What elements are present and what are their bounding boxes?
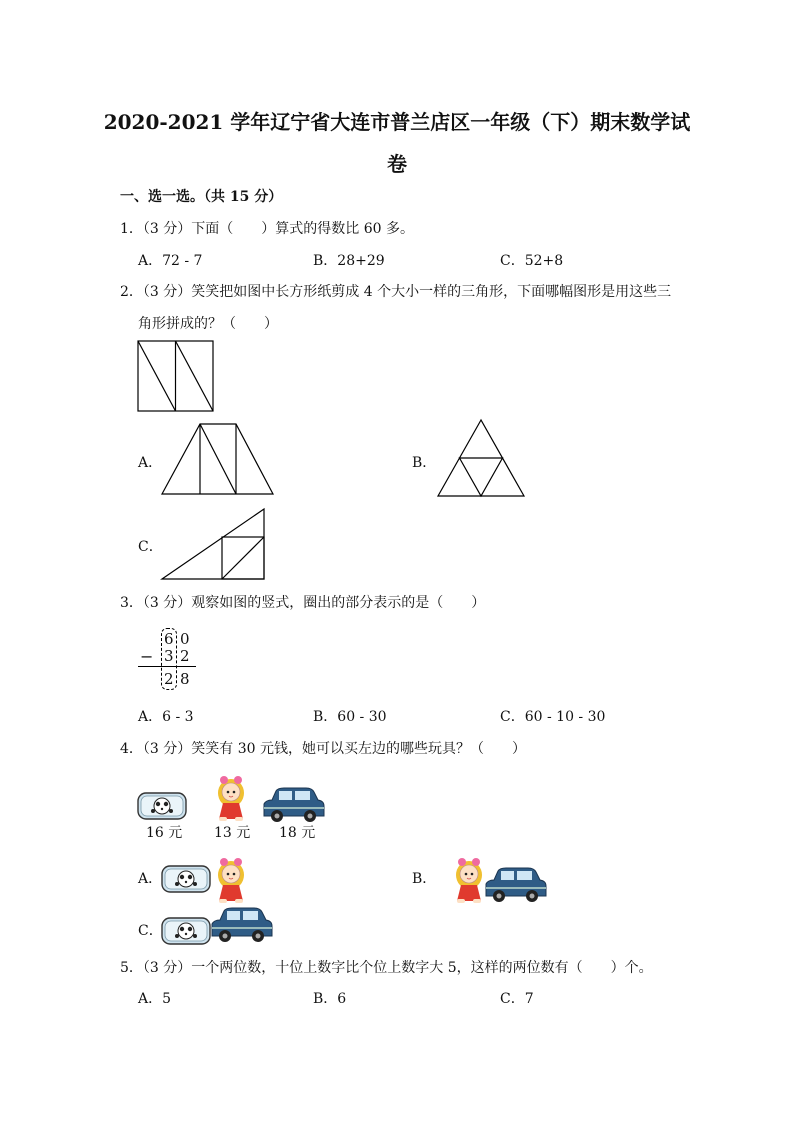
option-a-doll-image (218, 858, 244, 903)
digit-tens-1: 6 (164, 630, 174, 648)
price-pencil-case: 16 元 (146, 825, 183, 841)
q3-option-a[interactable]: A．6 - 3 (138, 709, 194, 725)
q4-option-b-label[interactable]: B． (412, 871, 437, 887)
q5-option-b[interactable]: B．6 (313, 991, 347, 1007)
page-title-line1: 2020-2021 学年辽宁省大连市普兰店区一年级（下）期末数学试 (103, 110, 691, 134)
pencil-case-image (138, 793, 186, 819)
digit-ones-2: 2 (180, 647, 190, 665)
q5-option-a[interactable]: A．5 (138, 991, 172, 1007)
q2-option-b-label[interactable]: B． (412, 455, 437, 471)
page-title-line2: 卷 (387, 152, 407, 176)
question-2-stem-line1: 2．（3 分）笑笑把如图中长方形纸剪成 4 个大小一样的三角形，下面哪幅图形是用这些三 (120, 284, 672, 300)
toy-car-image (264, 788, 324, 822)
option-c-car-image (212, 908, 272, 942)
question-4-stem: 4．（3 分）笑笑有 30 元钱，她可以买左边的哪些玩具？（ ） (120, 741, 526, 757)
q4-option-a-label[interactable]: A． (138, 871, 163, 887)
doll-image (218, 776, 244, 821)
digit-tens-3: 2 (164, 670, 174, 688)
q1-option-b[interactable]: B．28+29 (313, 253, 385, 269)
question-3-stem: 3．（3 分）观察如图的竖式，圈出的部分表示的是（ ） (120, 595, 486, 611)
minus-sign: − (140, 647, 154, 666)
digit-ones-1: 0 (180, 630, 190, 648)
digit-ones-3: 8 (180, 670, 190, 688)
q4-option-c-label[interactable]: C． (138, 923, 163, 939)
q3-option-b[interactable]: B．60 - 30 (313, 709, 387, 725)
option-c-pencil-case-image (162, 918, 210, 944)
question-1-stem: 1．（3 分）下面（ ）算式的得数比 60 多。 (120, 221, 414, 237)
price-doll: 13 元 (214, 825, 251, 841)
q2-option-a-label[interactable]: A． (138, 455, 163, 471)
q2-option-c-label[interactable]: C． (138, 539, 163, 555)
question-2-stem-line2: 角形拼成的？（ ） (138, 316, 278, 332)
option-b-car-image (486, 868, 546, 902)
option-a-pencil-case-image (162, 866, 210, 892)
option-b-doll-image (456, 858, 482, 903)
q3-option-c[interactable]: C．60 - 10 - 30 (500, 709, 606, 725)
digit-tens-2: 3 (164, 647, 174, 665)
section-header: 一、选一选。（共 15 分） (120, 189, 283, 205)
q5-option-c[interactable]: C．7 (500, 991, 534, 1007)
q1-option-a[interactable]: A．72 - 7 (138, 253, 203, 269)
question-5-stem: 5．（3 分）一个两位数，十位上数字比个位上数字大 5，这样的两位数有（ ）个。 (120, 960, 653, 976)
q1-option-c[interactable]: C．52+8 (500, 253, 564, 269)
price-car: 18 元 (279, 825, 316, 841)
